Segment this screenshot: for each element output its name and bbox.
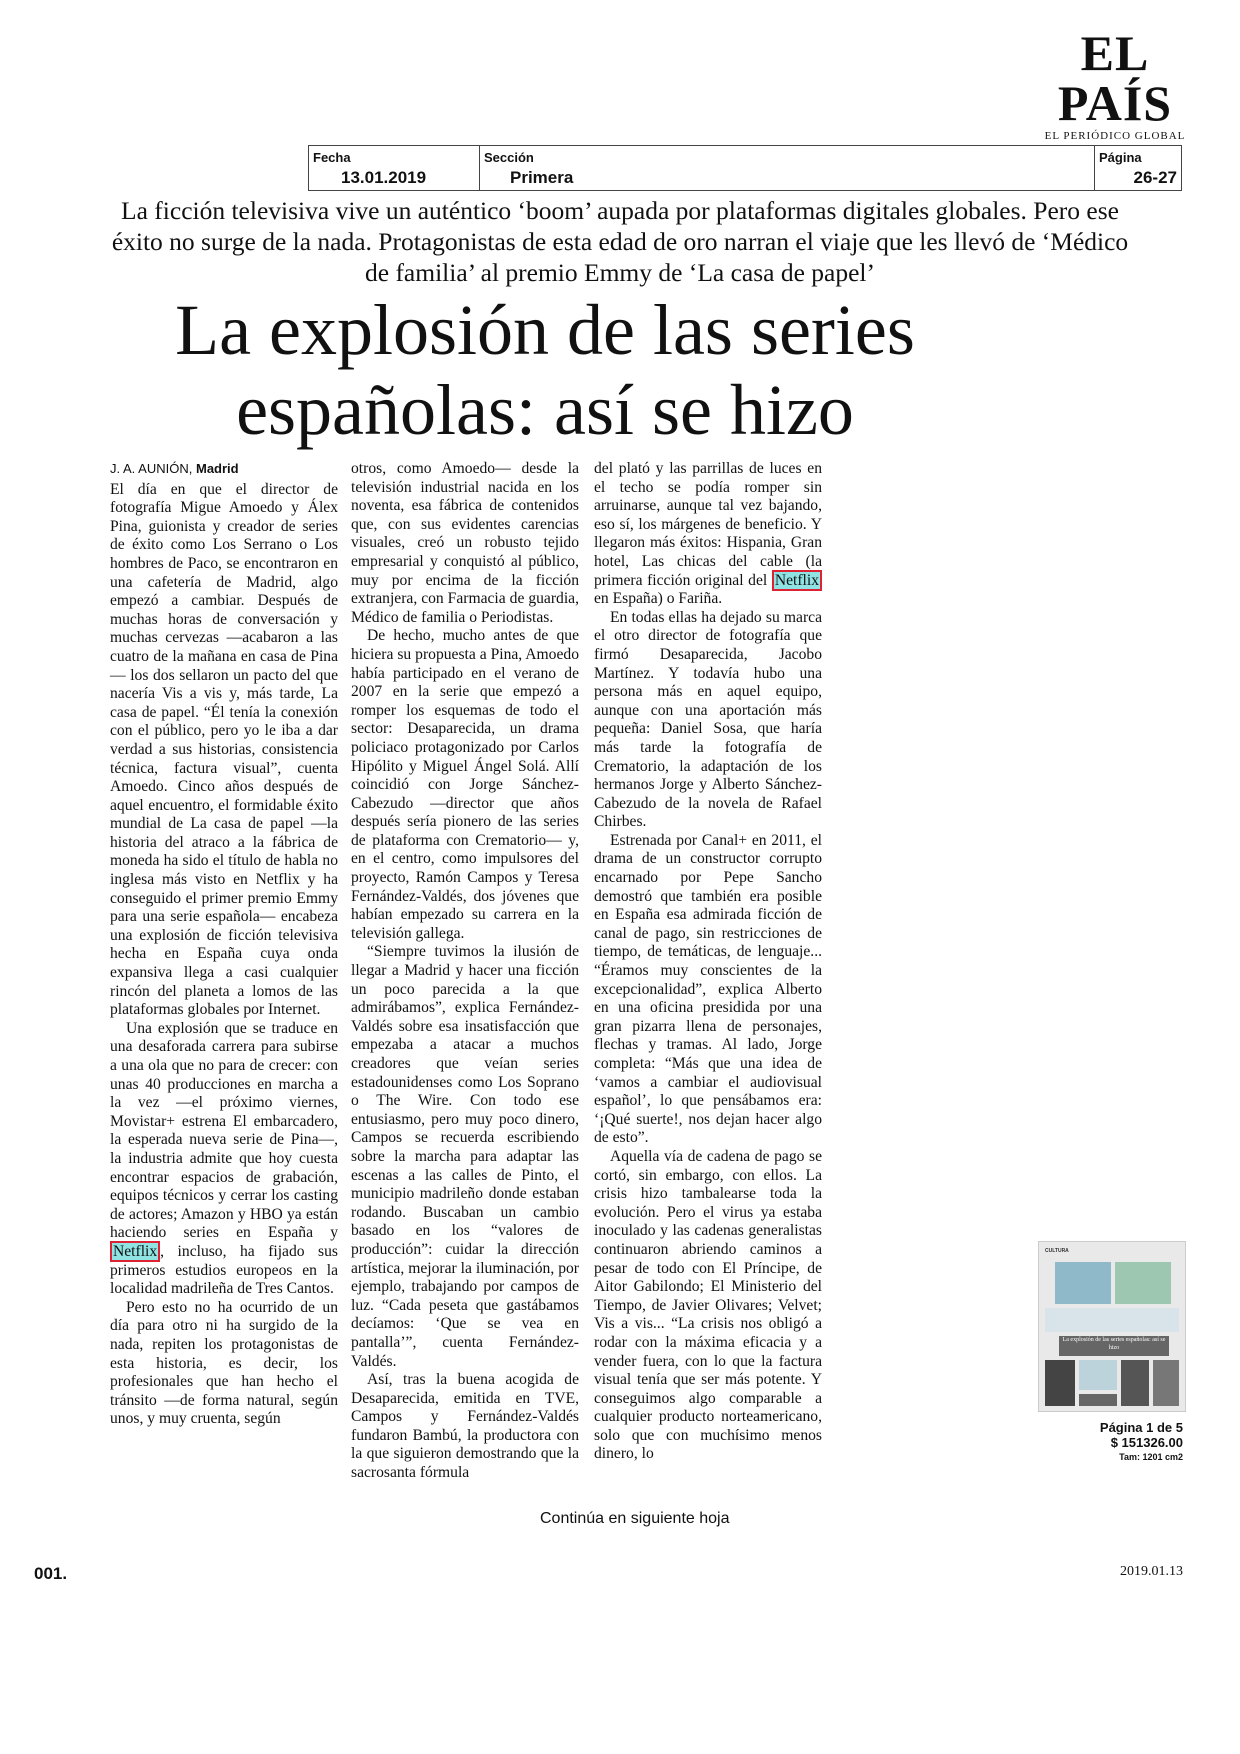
thumbnail-photo — [1055, 1262, 1111, 1304]
size-value: Tam: 1201 cm2 — [1119, 1452, 1183, 1462]
thumbnail-text-block — [1045, 1360, 1075, 1406]
paragraph: Aquella vía de cadena de pago se cortó, sin embargo, con ellos. La crisis hizo tambalearse toda la evolución. Pero el virus ya estaba inoculado y las cadenas generalistas continuaron abriendo caminos a pesar de todo con El Príncipe, de Aitor Gabilondo; El Ministerio del Tiempo, de Javier Olivares; Velvet; Vis a vis... “La crisis nos obligó a rodar con la máxima eficacia y a vender fuera, con lo que la factura visual tenía que ser más potente. Y conseguimos algo comparable a cualquier producto norteamericano, solo que con muchísimo menos dinero, lo — [594, 1147, 822, 1463]
byline-author: J. A. AUNIÓN, — [110, 461, 193, 476]
article-column-2 — [351, 460, 579, 1483]
paragraph: Pero esto no ha ocurrido de un día para otro ni ha surgido de la nada, repiten los protagonistas de esta historia, es decir, los profesionales que han hecho el tránsito —de forma natural, según unos, y muy cruenta, según — [110, 1298, 338, 1428]
fecha-label: Fecha — [313, 150, 351, 165]
paragraph: Así, tras la buena acogida de Desaparecida, emitida en TVE, Campos y Fernández-Valdés fundaron Bambú, la productora con la que siguieron demostrando que la sacrosanta fórmula — [351, 1371, 579, 1482]
thumbnail-photo — [1079, 1360, 1117, 1390]
page-info — [1063, 1420, 1183, 1465]
headline — [100, 290, 990, 450]
logo-tagline: EL PERIÓDICO GLOBAL — [1044, 130, 1186, 142]
thumbnail-headline: La explosión de las series españolas: así se hizo — [1059, 1336, 1169, 1356]
thumbnail-photo-strip — [1045, 1308, 1179, 1332]
headline-line: La explosión de las series — [175, 290, 915, 370]
byline-place: Madrid — [195, 461, 239, 476]
seccion-label: Sección — [484, 150, 534, 165]
standfirst: La ficción televisiva vive un auténtico ‘boom’ aupada por plataformas digitales globales. Pero ese éxito no surge de la nada. Protagonistas de esta edad de oro narran el viaje que les llevó de ‘Médico de familia’ al premio Emmy de ‘La casa de papel’ — [111, 196, 1129, 287]
continua-notice: Continúa en siguiente hoja — [540, 1510, 730, 1527]
pagina-value: 26-27 — [1133, 168, 1177, 187]
el-pais-logo — [1020, 25, 1210, 142]
price-value: $ 151326.00 — [1110, 1435, 1183, 1450]
paragraph-text: en España) o Fariña. — [594, 590, 723, 608]
seccion-value: Primera — [510, 168, 574, 187]
thumbnail-text-block — [1079, 1394, 1117, 1406]
thumbnail-photo — [1115, 1262, 1171, 1304]
thumbnail-text-block — [1121, 1360, 1149, 1406]
clipping-header — [308, 145, 1182, 191]
paragraph: El día en que el director de fotografía Migue Amoedo y Álex Pina, guionista y creador de series de éxito como Los Serrano o Los hombres de Paco, se encontraron en una cafetería de Madrid, algo empezó a cambiar. Después de muchas horas de conversación y muchas cervezas —acabaron a las cuatro de la mañana en casa de Pina— los dos sellaron un pacto del que nacería Vis a vis y, más tarde, La casa de papel. “Él tenía la conexión con el público, pero yo le iba a dar verdad a sus historias, consistencia técnica, factura visual”, cuenta Amoedo. Cinco años después de aquel encuentro, el formidable éxito mundial de La casa de papel —la historia del atraco a la fábrica de moneda ha sido el título de habla no inglesa más visto en Netflix y ha conseguido el primer premio Emmy para una serie española— encabeza una explosión de ficción televisiva hecha en España cuya onda expansiva llega a casi cualquier rincón del planeta a lomos de las plataformas globales por Internet. — [110, 480, 338, 1019]
paragraph-text: , incluso, ha fijado sus primeros estudios europeos en la localidad madrileña de Tres Cantos. — [110, 1242, 338, 1298]
paragraph-text: del plató y las parrillas de luces en el techo se podía romper sin arruinarse, aunque tal vez bajando, eso sí, los márgenes de beneficio. Y llegaron más éxitos: Hispania, Gran hotel, Las chicas del cable (la primera ficción original del — [594, 460, 822, 589]
logo-wordmark: EL PAÍS — [1057, 25, 1173, 131]
seccion-cell — [480, 146, 1080, 190]
thumbnail-section: CULTURA — [1045, 1248, 1069, 1254]
clipping-number: 001. — [34, 1564, 68, 1583]
paragraph — [110, 1020, 338, 1299]
headline-line: españolas: así se hizo — [236, 370, 854, 450]
fecha-value: 13.01.2019 — [341, 168, 427, 187]
clipping-date: 2019.01.13 — [1120, 1564, 1183, 1579]
article-column-1 — [110, 460, 338, 1429]
byline — [110, 460, 338, 479]
paragraph: En todas ellas ha dejado su marca el otro director de fotografía que firmó Desaparecida, Jacobo Martínez. Y todavía hubo una persona más en aquel equipo, aunque con una aportación más pequeña: Daniel Sosa, que haría más tarde la fotografía de Crematorio, la adaptación de los hermanos Jorge y Alberto Sánchez-Cabezudo de la novela de Rafael Chirbes. — [594, 608, 822, 831]
page-thumbnail[interactable] — [1038, 1241, 1186, 1412]
article-column-3 — [594, 460, 822, 1464]
paragraph: De hecho, mucho antes de que hiciera su propuesta a Pina, Amoedo había participado en el verano de 2007 en la serie que empezó a romper los esquemas de todo el sector: Desaparecida, un drama policiaco protagonizado por Carlos Hipólito y Miguel Ángel Solá. Allí coincidió con Jorge Sánchez-Cabezudo —director que años después sería pionero de las series de plataforma con Crematorio— y, en el centro, como impulsores del proyecto, Ramón Campos y Teresa Fernández-Valdés, dos jóvenes que habían empezado su carrera en la televisión gallega. — [351, 627, 579, 942]
netflix-highlight: Netflix — [772, 570, 822, 591]
pagina-label: Página — [1099, 150, 1142, 165]
paragraph: “Siempre tuvimos la ilusión de llegar a Madrid y hacer una ficción un poco parecida a la que admirábamos”, explica Fernández-Valdés sobre esa insatisfacción que empezaba a atacar a muchos creadores que veían series estadounidenses como Los Soprano o The Wire. Con todo ese entusiasmo, pero muy poco dinero, Campos se recuerda escribiendo sobre la marcha para adaptar las escenas a las calles de Pinto, el municipio madrileño donde estaban rodando. Buscaban un cambio basado en los “valores de producción”: cuidar la dirección artística, mejorar la iluminación, por ejemplo, trabajando por campos de luz. “Cada peseta que gastábamos decíamos: ‘Que se vea en pantalla’”, cuenta Fernández-Valdés. — [351, 943, 579, 1370]
paragraph: Estrenada por Canal+ en 2011, el drama de un constructor corrupto encarnado por Pepe Sancho demostró que también era posible en España esa admirada ficción de canal de pago, sin restricciones de tiempo, de temáticas, de lenguaje... “Éramos muy conscientes de la excepcionalidad”, explica Alberto en una oficina presidida por una gran pizarra llena de personajes, flechas y tramas. Al lado, Jorge completa: “Más que una idea de ‘vamos a cambiar el audiovisual español’, lo que pensábamos era: ‘¡Qué suerte!, nos dejan hacer algo de esto”. — [594, 831, 822, 1147]
fecha-cell — [309, 146, 479, 190]
paragraph-text: Una explosión que se traduce en una desaforada carrera para subirse a una ola que no para de crecer: con unas 40 producciones en marcha a la vez —el próximo viernes, Movistar+ estrena El embarcadero, la esperada nueva serie de Pina—, la industria admite que hoy cuesta encontrar espacios de grabación, equipos técnicos y cerrar los casting de actores; Amazon y HBO ya están haciendo series en España y — [110, 1019, 338, 1242]
netflix-highlight: Netflix — [110, 1241, 160, 1262]
pagina-cell — [1095, 146, 1181, 190]
paragraph: otros, como Amoedo— desde la televisión industrial nacida en los noventa, esa fábrica de contenidos que, con sus evidentes carencias visuales, creó un robusto tejido empresarial y conquistó al público, muy por encima de la ficción extranjera, con Farmacia de guardia, Médico de familia o Periodistas. — [351, 460, 579, 626]
paragraph — [594, 460, 822, 609]
page-counter: Página 1 de 5 — [1099, 1420, 1183, 1435]
thumbnail-text-block — [1153, 1360, 1179, 1406]
